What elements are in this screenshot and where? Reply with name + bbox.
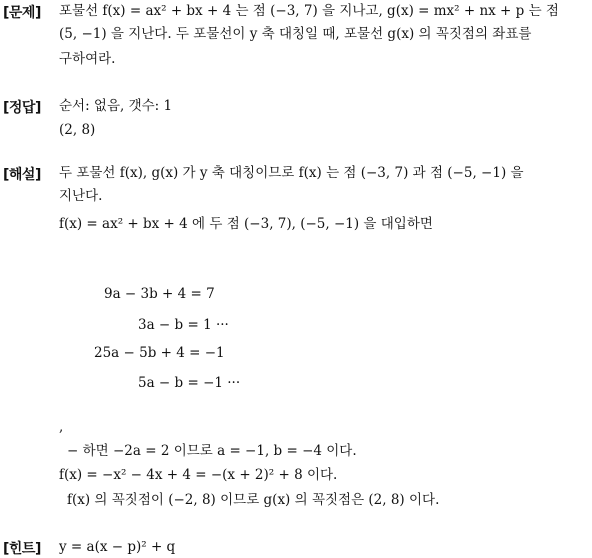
problem-tag: [문제] [3,5,41,21]
solution-tag: [해설] [3,167,41,183]
solution-after-1: , [59,419,64,435]
problem-line-2: (5, −1) 을 지난다. 두 포물선이 y 축 대칭일 때, 포물선 g(x) 의 꼭짓점의 좌표를 [59,26,532,42]
equation-3: 25a − 5b + 4 = −1 [94,345,225,361]
hint-tag: [힌트] [3,541,41,557]
problem-line-3: 구하여라. [59,51,116,67]
answer-line-2: (2, 8) [59,122,96,138]
hint-line-1: y = a(x − p)² + q [59,539,176,555]
answer-tag: [정답] [3,100,41,116]
answer-line-1: 순서: 없음, 갯수: 1 [59,98,173,114]
solution-line-1: 두 포물선 f(x), g(x) 가 y 축 대칭이므로 f(x) 는 점 (−3, 7) 과 점 (−5, −1) 을 [59,165,524,181]
equation-2: 3a − b = 1 ··· [138,317,229,333]
solution-after-2: − 하면 −2a = 2 이므로 a = −1, b = −4 이다. [67,443,357,459]
equation-4: 5a − b = −1 ··· [138,375,241,391]
solution-after-4: f(x) 의 꼭짓점이 (−2, 8) 이므로 g(x) 의 꼭짓점은 (2, 8) 이다. [67,492,440,508]
problem-line-1: 포물선 f(x) = ax² + bx + 4 는 점 (−3, 7) 을 지나고, g(x) = mx² + nx + p 는 점 [59,3,559,19]
equation-1: 9a − 3b + 4 = 7 [104,286,215,302]
solution-line-2: 지난다. [59,188,103,204]
solution-after-3: f(x) = −x² − 4x + 4 = −(x + 2)² + 8 이다. [59,467,338,483]
solution-line-3: f(x) = ax² + bx + 4 에 두 점 (−3, 7), (−5, −1) 을 대입하면 [59,216,433,232]
